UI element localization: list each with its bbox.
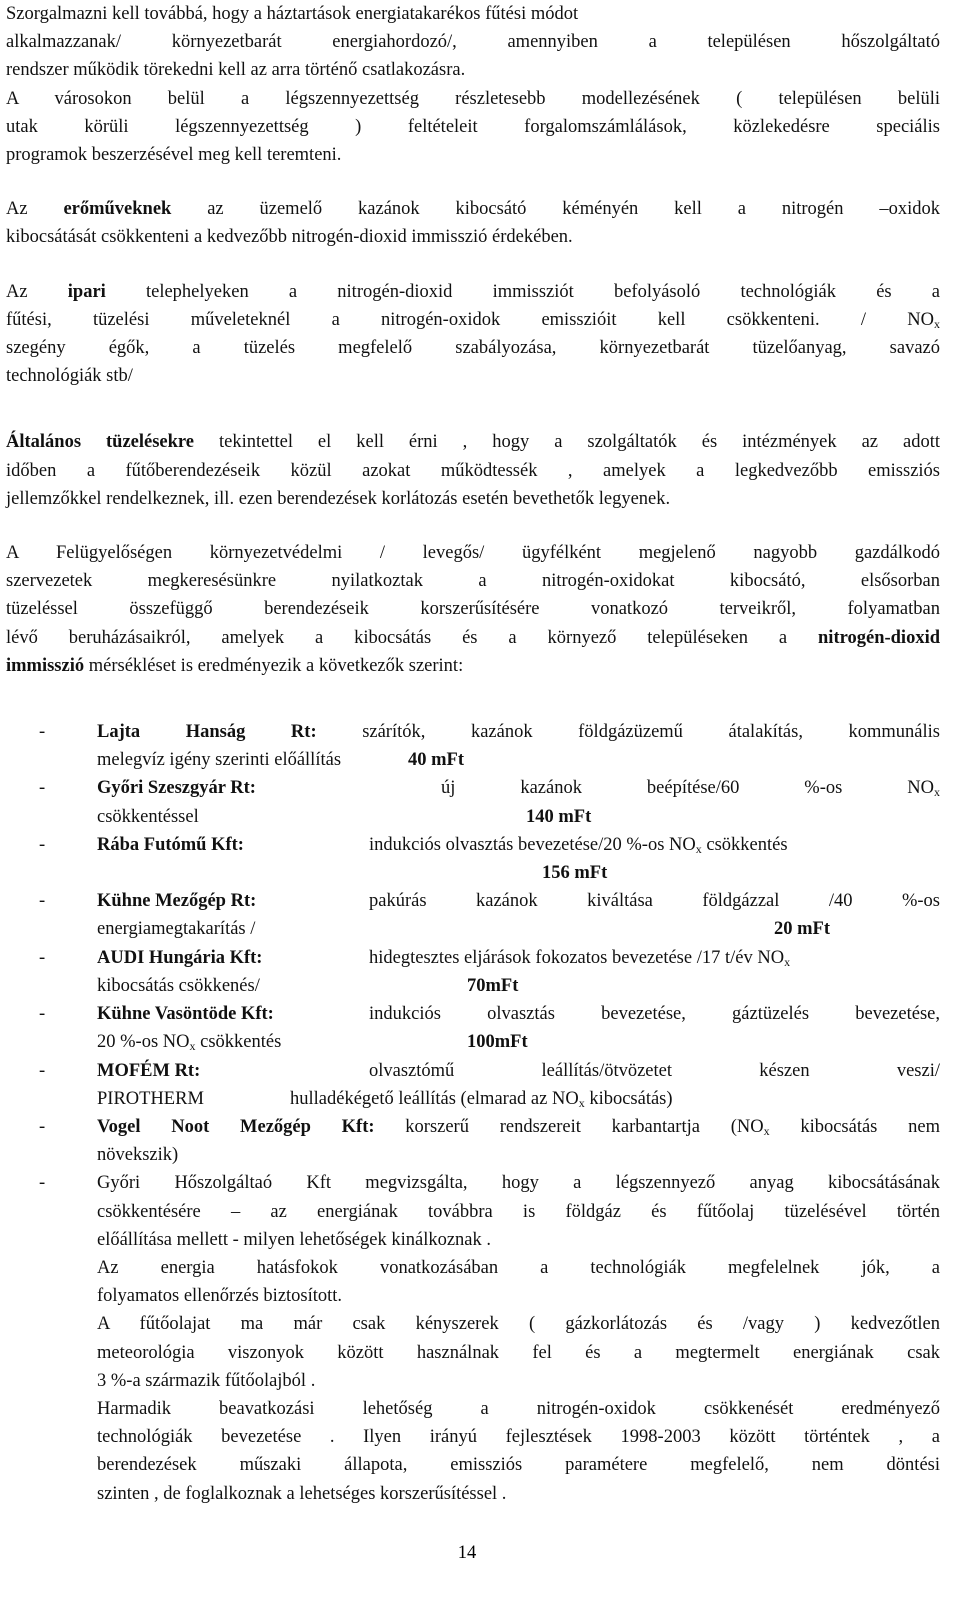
subscript: x <box>784 954 791 969</box>
text: kibocsátását csökkenteni a kedvezőbb nitrogén-dioxid immisszió érdekében. <box>6 227 573 248</box>
company-name: MOFÉM Rt: <box>97 1060 201 1081</box>
text: indukciós olvasztás bevezetése, gáztüzelés bevezetése, <box>369 1004 940 1025</box>
company-name: Rába Futómű Kft: <box>97 834 244 855</box>
text-line <box>6 56 940 84</box>
text: rendszer működik törekedni kell az arra történő csatlakozásra. <box>6 60 466 81</box>
text: 3 %-a származik fűtőolajból . <box>97 1370 316 1391</box>
amount: 100mFt <box>467 1032 528 1053</box>
text: indukciós olvasztás bevezetése/20 %-os NO <box>369 834 696 855</box>
amount: 156 mFt <box>542 863 608 884</box>
paragraph-industrial <box>6 278 940 391</box>
text: szárítók, kazánok földgázüzemű átalakítás, kommunális <box>362 722 941 743</box>
text-line <box>6 362 940 390</box>
company-name: Vogel Noot Mezőgép Kft: <box>97 1116 375 1137</box>
text: kibocsátás) <box>584 1088 673 1109</box>
text: PIROTHERM <box>97 1088 204 1109</box>
text-line <box>6 113 940 141</box>
text: programok beszerzésével meg kell teremteni. <box>6 145 342 166</box>
paragraph-heating <box>6 0 940 169</box>
text: kibocsátás nem <box>769 1116 940 1137</box>
text-line <box>6 278 940 306</box>
list-item <box>6 1113 940 1169</box>
page-number: 14 <box>457 1543 477 1563</box>
text: telephelyeken a nitrogén-dioxid immissziót befolyásoló technológiák és a <box>105 281 940 302</box>
text: A fűtőolajat ma már csak kényszerek ( gázkorlátozás és /vagy ) kedvezőtlen <box>97 1314 940 1335</box>
paragraph-power-plants <box>6 195 940 251</box>
text-line <box>6 624 940 652</box>
text-line <box>6 539 940 567</box>
text-wrap <box>290 1085 673 1113</box>
amount: 70mFt <box>467 975 519 996</box>
text: Az <box>6 199 64 220</box>
text: csökkentéssel <box>97 806 199 827</box>
text: szinten , de foglalkoznak a lehetséges korszerűsítéssel . <box>97 1483 507 1504</box>
list-dash: - <box>39 891 46 912</box>
text-wrap <box>369 944 790 972</box>
text: folyamatos ellenőrzés biztosított. <box>97 1286 343 1307</box>
text-line <box>6 141 940 169</box>
list-dash: - <box>39 834 46 855</box>
bold-term: Általános tüzelésekre <box>6 432 195 453</box>
text: szervezetek megkeresésünkre nyilatkoztak a nitrogén-oxidokat kibocsátó, elsősorban <box>6 571 940 592</box>
text: A városokon belül a légszennyezettség részletesebb modellezésének ( településen belüli <box>6 88 940 109</box>
text: Szorgalmazni kell továbbá, hogy a háztartások energiatakarékos fűtési módot <box>6 4 579 24</box>
subscript: x <box>934 785 940 800</box>
text: melegvíz igény szerinti előállítás <box>97 750 342 771</box>
text: fűtési, tüzelési műveleteknél a nitrogén-oxidok emisszióit kell csökkenteni. / NO <box>6 309 934 330</box>
text-line <box>6 223 940 251</box>
text: jellemzőkkel rendelkeznek, ill. ezen berendezések korlátozás esetén bevethetők legyenek. <box>6 488 671 509</box>
paragraph-inspectorate <box>6 539 940 680</box>
text: időben a fűtőberendezéseik közül azokat működtessék , amelyek a legkedvezőbb emissziós <box>6 460 940 481</box>
subscript: x <box>934 316 940 331</box>
text: olvasztómű leállítás/ötvözetet készen veszi/ <box>369 1060 940 1081</box>
company-name: Kühne Vasöntöde Kft: <box>97 1004 274 1025</box>
text-line <box>6 652 940 680</box>
text-line <box>6 595 940 623</box>
subscript: x <box>578 1095 585 1110</box>
list-item <box>6 831 940 887</box>
list-dash: - <box>39 1173 46 1194</box>
company-name: AUDI Hungária Kft: <box>97 947 263 968</box>
text: szegény égők, a tüzelés megfelelő szabályozása, környezetbarát tüzelőanyag, savazó <box>6 338 940 359</box>
text-line <box>6 334 940 362</box>
bold-term: erőműveknek <box>63 199 172 220</box>
amount: 20 mFt <box>774 919 830 940</box>
text-line <box>6 457 940 485</box>
bold-term: ipari <box>67 281 106 302</box>
text: Harmadik beavatkozási lehetőség a nitrogén-oxidok csökkenését eredményező <box>97 1398 940 1419</box>
list-dash: - <box>39 778 46 799</box>
list-item <box>6 1057 940 1113</box>
paragraph-general-heating <box>6 428 940 513</box>
text: csökkentés <box>701 834 788 855</box>
list-dash: - <box>39 1004 46 1025</box>
text: csökkentés <box>195 1032 282 1053</box>
text-line <box>6 28 940 56</box>
text: korszerű rendszereit karbantartja (NO <box>374 1116 764 1137</box>
text: kibocsátás csökkenés/ <box>97 975 260 996</box>
company-name: Győri Szeszgyár Rt: <box>97 778 256 799</box>
text: tüzeléssel összefüggő berendezéseik korszerűsítésére vonatkozó terveikről, folyamatban <box>6 599 940 620</box>
list-item <box>6 944 940 1000</box>
text: berendezések műszaki állapota, emissziós paramétere megfelelő, nem döntési <box>97 1455 940 1476</box>
text: technológiák stb/ <box>6 366 133 387</box>
text: hidegtesztes eljárások fokozatos bevezetése /17 t/év NO <box>369 947 785 968</box>
text: meteorológia viszonyok között használnak fel és a megtermelt energiának csak <box>97 1342 940 1363</box>
text-wrap <box>369 831 788 859</box>
text: előállítása mellett - milyen lehetőségek kinálkoznak . <box>97 1229 492 1250</box>
text-line <box>6 85 940 113</box>
amount: 40 mFt <box>408 750 464 771</box>
list-dash: - <box>39 1116 46 1137</box>
list-dash: - <box>39 1060 46 1081</box>
text-wrap <box>441 774 940 802</box>
list-item <box>6 774 940 830</box>
text-line <box>6 485 940 513</box>
text: utak körüli légszennyezettség ) feltételeit forgalomszámlálások, közlekedésre speciális <box>6 116 940 137</box>
text: 20 %-os NO <box>97 1032 190 1053</box>
text-line <box>6 428 940 456</box>
bold-term: immisszió <box>6 655 85 676</box>
text: Az <box>6 281 68 302</box>
amount: 140 mFt <box>526 806 592 827</box>
text: energiamegtakarítás / <box>97 919 256 940</box>
text: csökkentésére – az energiának továbbra is földgáz és fűtőolaj tüzelésével történ <box>97 1201 940 1222</box>
text: Az energia hatásfokok vonatkozásában a technológiák megfelelnek jók, a <box>97 1257 940 1278</box>
text: mérsékléset is eredményezik a következők szerint: <box>84 655 464 676</box>
list-item <box>6 1169 940 1507</box>
company-name: Lajta Hanság Rt: <box>97 722 317 743</box>
text: A Felügyelőségen környezetvédelmi / levegős/ ügyfélként megjelenő nagyobb gazdálkodó <box>6 543 940 564</box>
text: alkalmazzanak/ környezetbarát energiahordozó/, amennyiben a településen hőszolgáltató <box>6 32 940 53</box>
text-line <box>6 567 940 595</box>
list-item <box>6 887 940 943</box>
text: pakúrás kazánok kiváltása földgázzal /40 %-os <box>369 891 940 912</box>
subscript: x <box>695 841 702 856</box>
text: növekszik) <box>97 1145 179 1166</box>
text: hulladékégető leállítás (elmarad az NO <box>290 1088 579 1109</box>
text: tekintettel el kell érni , hogy a szolgáltatók és intézmények az adott <box>194 432 940 453</box>
subscript: x <box>763 1123 770 1138</box>
company-list <box>6 718 940 1508</box>
list-dash: - <box>39 947 46 968</box>
text: technológiák bevezetése . Ilyen irányú fejlesztések 1998-2003 között történtek , a <box>97 1427 940 1448</box>
list-item <box>6 718 940 774</box>
text: új kazánok beépítése/60 %-os NO <box>441 778 934 799</box>
subscript: x <box>189 1039 196 1054</box>
company-name: Kühne Mezőgép Rt: <box>97 891 257 912</box>
text-line <box>6 195 940 223</box>
text-line <box>6 0 940 28</box>
text: Győri Hőszolgáltaó Kft megvizsgálta, hogy a légszennyező anyag kibocsátásának <box>97 1173 940 1194</box>
document-page <box>6 0 940 1508</box>
list-dash: - <box>39 722 46 743</box>
text: lévő beruházásaikról, amelyek a kibocsátás és a környező településeken a <box>6 627 819 648</box>
text: az üzemelő kazánok kibocsátó kéményén kell a nitrogén –oxidok <box>171 199 940 220</box>
text-line <box>6 306 940 334</box>
list-item <box>6 1000 940 1056</box>
bold-term: nitrogén-dioxid <box>818 627 940 648</box>
